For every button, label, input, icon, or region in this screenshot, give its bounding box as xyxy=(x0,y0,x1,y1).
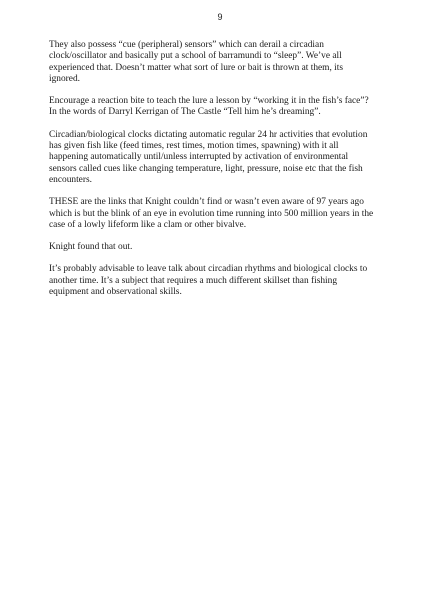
paragraph-advisable: It’s probably advisable to leave talk about circadian rhythms and biological clocks to another time. It’s a subject that requires a much different skillset than fishing equipment and observational skills. xyxy=(49,264,368,298)
paragraph-knight-found: Knight found that out. xyxy=(49,242,133,253)
paragraph-cue-sensors: They also possess “cue (peripheral) sensors” which can derail a circadian clock/oscillator and basically put a school of barramundi to “sleep”. We’ve all experienced that. Doesn’t matter what sort of lure or bait is thrown at them, its ignored. xyxy=(49,40,344,84)
paragraph-knight-links: THESE are the links that Knight couldn’t find or wasn’t even aware of 97 years ago which is but the blink of an eye in evolution time running into 500 million years in the case of a lowly lifeform like a clam or other bivalve. xyxy=(49,197,374,230)
page-number: 9 xyxy=(217,12,223,22)
paragraph-reaction-bite: Encourage a reaction bite to teach the lure a lesson by “working it in the fish’s face”? In the words of Darryl Kerrigan of The Castle “Tell him he’s dreaming”. xyxy=(49,96,369,118)
paragraph-circadian-clocks: Circadian/biological clocks dictating automatic regular 24 hr activities that evolution has given fish like (feed times, rest times, motion times, spawning) with it all happening automatically until/unless interrupted by activation of environmental sensors called cues like changing temperature, light, pressure, noise etc that the fish encounters. xyxy=(49,129,368,185)
body-text xyxy=(49,40,394,309)
